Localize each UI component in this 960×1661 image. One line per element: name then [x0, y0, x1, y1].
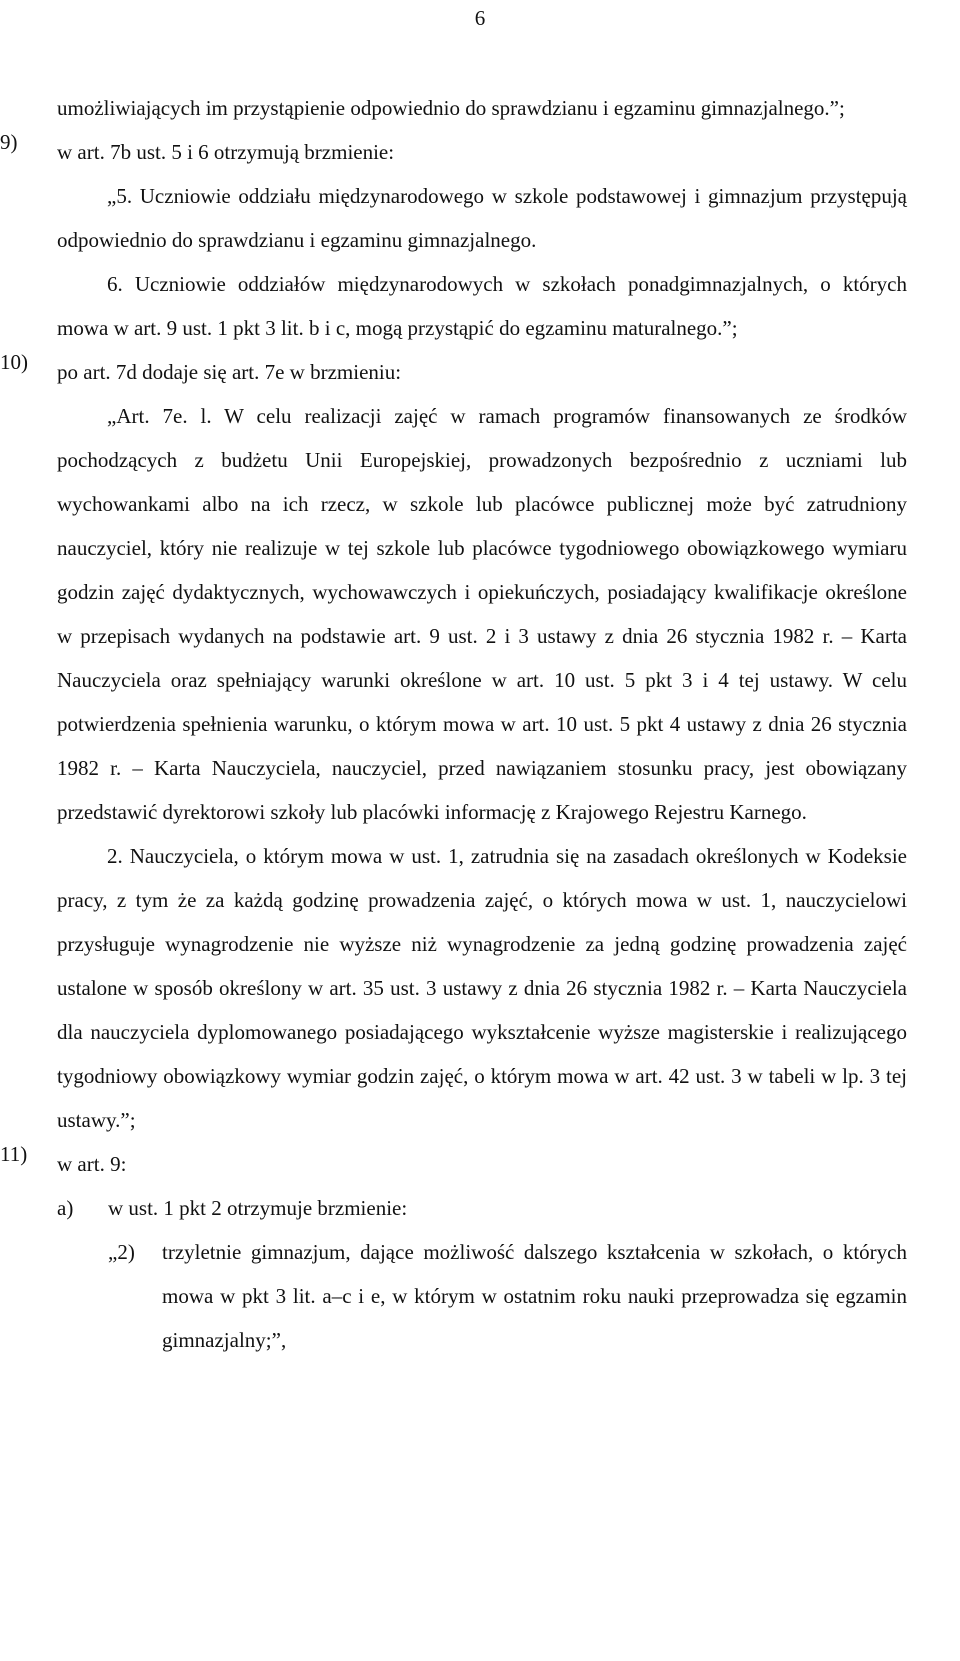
- quoted-point-2: [0, 1230, 960, 1362]
- sub-item-label: a): [57, 1196, 74, 1220]
- page-number: 6: [474, 6, 486, 30]
- article-7e-paragraph-1: „Art. 7e. l. W celu realizacji zajęć w ramach programów finansowanych ze środków pochodzących z budżetu Unii Europejskiej, prowadzonych bezpośrednio z uczniami lub wychowankami albo na ich rzecz, w szkole lub placówce publicznej może być zatrudniony nauczyciel, który nie realizuje w tej szkole lub placówce tygodniowego obowiązkowego wymiaru godzin zajęć dydaktycznych, wychowawczych i opiekuńczych, posiadający kwalifikacje określone w przepisach wydanych na podstawie art. 9 ust. 2 i 3 ustawy z dnia 26 stycznia 1982 r. – Karta Nauczyciela oraz spełniający warunki określone w art. 10 ust. 5 pkt 3 i 4 tej ustawy. W celu potwierdzenia spełnienia warunku, o którym mowa w art. 10 ust. 5 pkt 4 ustawy z dnia 26 stycznia 1982 r. – Karta Nauczyciela, nauczyciel, przed nawiązaniem stosunku pracy, jest obowiązany przedstawić dyrektorowi szkoły lub placówki informację z Krajowego Rejestru Karnego.: [57, 404, 907, 824]
- point-label: „2): [108, 1240, 135, 1264]
- sub-item-a: [0, 1186, 960, 1230]
- paragraph-continuation: umożliwiających im przystąpienie odpowiednio do sprawdzianu i egzaminu gimnazjalnego.”;: [57, 96, 845, 120]
- list-item-number: 9): [0, 130, 18, 154]
- quoted-paragraph-6: 6. Uczniowie oddziałów międzynarodowych w szkołach ponadgimnazjalnych, o których mowa w art. 9 ust. 1 pkt 3 lit. b i c, mogą przystąpić do egzaminu maturalnego.”;: [57, 272, 907, 340]
- list-item-10: [0, 350, 960, 394]
- article-7e-paragraph-2: 2. Nauczyciela, o którym mowa w ust. 1, zatrudnia się na zasadach określonych w Kodeksie pracy, z tym że za każdą godzinę prowadzenia zajęć, o których mowa w ust. 1, nauczycielowi przysługuje wynagrodzenie nie wyższe niż wynagrodzenie za jedną godzinę prowadzenia zajęć ustalone w sposób określony w art. 35 ust. 3 ustawy z dnia 26 stycznia 1982 r. – Karta Nauczyciela dla nauczyciela dyplomowanego posiadającego wykształcenie wyższe magisterskie i realizującego tygodniowy obowiązkowy wymiar godzin zajęć, o którym mowa w art. 42 ust. 3 w tabeli w lp. 3 tej ustawy.”;: [57, 844, 907, 1132]
- list-item-number: 11): [0, 1142, 28, 1166]
- quoted-paragraph-5: „5. Uczniowie oddziału międzynarodowego w szkole podstawowej i gimnazjum przystępują odpowiednio do sprawdzianu i egzaminu gimnazjalnego.: [57, 184, 907, 252]
- list-item-11: [0, 1142, 960, 1186]
- point-text: trzyletnie gimnazjum, dające możliwość dalszego kształcenia w szkołach, o których mowa w pkt 3 lit. a–c i e, w którym w ostatnim roku nauki przeprowadza się egzamin gimnazjalny;”,: [162, 1240, 907, 1352]
- document-body: [0, 86, 960, 1362]
- list-item-number: 10): [0, 350, 28, 374]
- list-item-text: w art. 9:: [57, 1152, 127, 1176]
- list-item-9: [0, 130, 960, 174]
- list-item-text: w art. 7b ust. 5 i 6 otrzymują brzmienie:: [57, 140, 395, 164]
- sub-item-text: w ust. 1 pkt 2 otrzymuje brzmienie:: [108, 1196, 408, 1220]
- list-item-text: po art. 7d dodaje się art. 7e w brzmieniu:: [57, 360, 402, 384]
